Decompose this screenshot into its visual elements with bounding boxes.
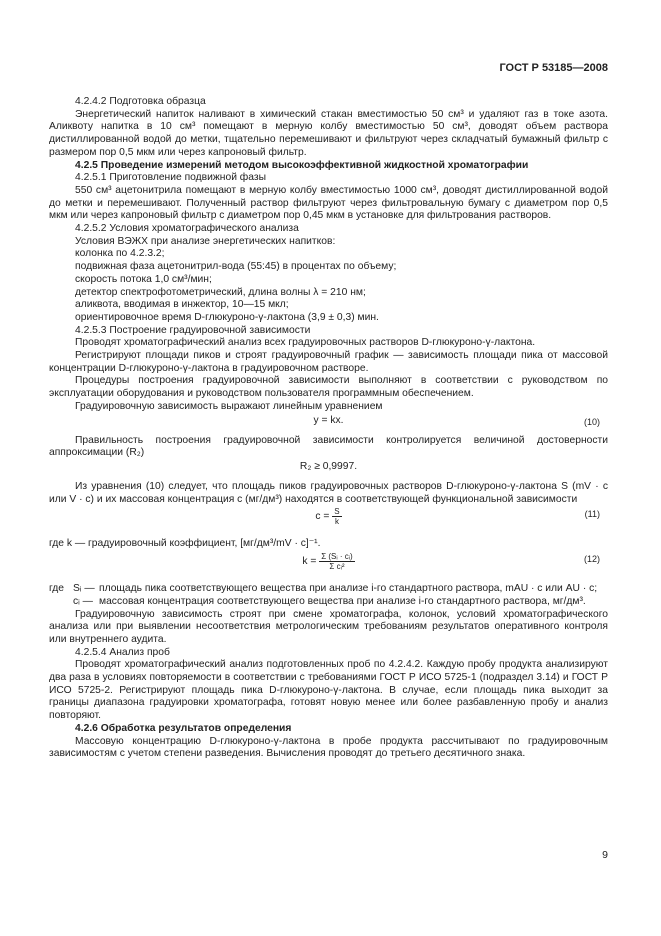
list-item: подвижная фаза ацетонитрил-вода (55:45) в процентах по объему; [75,261,397,273]
symbol: Sᵢ — [73,583,95,595]
equation-lhs: k = [302,556,317,568]
symbol: cᵢ — [73,595,93,607]
paragraph: Энергетический напиток наливают в химический стакан вместимостью 50 см³ и удаляют газ в токе азота. Аликвоту напитка в 10 см³ помещают в мерную колбу вместимостью 50 см³, доводят объем раствора дистиллированной водой до метки, тщательно перемешивают и фильтруют через складчатый бумажный фильтр с размером пор 0,5 мкм или через капроновый фильтр. [49,108,608,158]
section-title: 4.2.5 Проведение измерений методом высокоэффективной жидкостной хроматографии [75,159,529,171]
equation-number: (10) [583,416,600,427]
equation-body [49,552,608,571]
fraction [332,507,341,526]
page-body [49,96,608,761]
paragraph: Проводят хроматографический анализ всех градуировочных растворов D-глюкуроно-γ-лактона. [75,337,536,349]
paragraph: Градуировочную зависимость выражают линейным уравнением [75,400,383,412]
section-title: 4.2.5.3 Построение градуировочной зависимости [75,324,311,336]
where-ci [49,596,608,609]
numerator: S [334,507,340,517]
section-title: 4.2.5.2 Условия хроматографического анализа [75,223,299,235]
definition: площадь пика соответствующего вещества при анализе i-го стандартного раствора, mAU · c или AU · c; [99,583,598,595]
equation-body [49,507,608,526]
equation-12 [49,552,608,580]
equation-number: (11) [584,509,600,520]
equation-lhs: c = [315,511,330,523]
equation-text: R₂ ≥ 0,9997. [299,460,358,472]
list-item: детектор спектрофотометрический, длина волны λ = 210 нм; [75,286,366,298]
paragraph: Регистрируют площади пиков и строят градуировочный график — зависимость площади пика от массовой концентрации D-глюкуроно-γ-лактона в градуировочном растворе. [49,350,608,374]
page-number: 9 [602,849,608,861]
spacer [49,596,73,609]
equation-r2 [49,461,608,478]
section-title: 4.2.5.4 Анализ проб [75,646,170,658]
list-item: колонка по 4.2.3.2; [75,248,165,260]
paragraph: Условия ВЭЖХ при анализе энергетических напитков: [75,235,336,247]
section-title: 4.2.6 Обработка результатов определения [75,722,292,734]
paragraph: 550 см³ ацетонитрила помещают в мерную колбу вместимостью 1000 см³, доводят дистиллированной водой до метки и перемешивают. Полученный раствор фильтруют через фильтровальную бумагу с диаметром пор 0,5 мкм или через капроновый фильтр с диаметром пор 0,45 мкм в установке для фильтрования растворов. [49,184,608,222]
where-label: где [49,583,65,595]
paragraph: где k — градуировочный коэффициент, [мг/дм³/mV · c]⁻¹. [49,538,321,550]
equation-11 [49,507,608,535]
where-si [49,583,608,596]
denominator: Σ cᵢ² [329,562,345,572]
document-header: ГОСТ Р 53185—2008 [499,62,608,74]
paragraph: Градуировочную зависимость строят при смене хроматографа, колонок, условий хроматографического анализа или при выявлении несоответствия метрологическим требованиям результатов оперативного контроля или внутреннего аудита. [49,608,608,645]
equation-10 [49,415,608,432]
equation-number: (12) [583,554,600,565]
paragraph: Правильность построения градуировочной зависимости контролируется величиной достоверности аппроксимации (R₂) [49,434,608,459]
numerator: Σ (Sᵢ · cᵢ) [321,552,353,562]
section-title: 4.2.5.1 Приготовление подвижной фазы [75,172,267,184]
list-item: ориентировочное время D-глюкуроно-γ-лактона (3,9 ± 0,3) мин. [75,311,379,323]
paragraph: Массовую концентрацию D-глюкуроно-γ-лактона в пробе продукта рассчитывают по градуировочным зависимостям с учетом степени разведения. Вычисления проводят до третьего десятичного знака. [49,735,608,760]
paragraph: Из уравнения (10) следует, что площадь пиков градуировочных растворов D-глюкуроно-γ-лактона S (mV · c или V · c) и их массовая концентрация c (мг/дм³) находятся в соответствующей функциональной зависимости [49,480,608,505]
denominator: k [334,517,339,527]
list-item: аликвота, вводимая в инжектор, 10—15 мкл; [75,299,289,311]
paragraph: Проводят хроматографический анализ подготовленных проб по 4.2.4.2. Каждую пробу продукта анализируют два раза в условиях повторяемости в соответствии с требованиями ГОСТ Р ИСО 5725-1 (подраздел 3.14) и ГОСТ Р ИСО 5725-2. Регистрируют площадь пика D-глюкуроно-γ-лактона. В случае, если площадь пика выходит за границы диапазона градуировки хроматографа, готовят новую менее или более разбавленную пробу и анализ повторяют. [49,659,608,722]
paragraph: Процедуры построения градуировочной зависимости выполняют в соответствии с руководством по эксплуатации оборудования и руководством пользователя программным обеспечением. [49,375,608,400]
fraction [319,552,354,571]
equation-text: y = kx. [313,414,344,426]
section-title: 4.2.4.2 Подготовка образца [75,96,206,107]
definition: массовая концентрация соответствующего вещества при анализе i-го стандартного раствора, мг/дм³. [99,595,586,607]
list-item: скорость потока 1,0 см³/мин; [75,273,212,285]
